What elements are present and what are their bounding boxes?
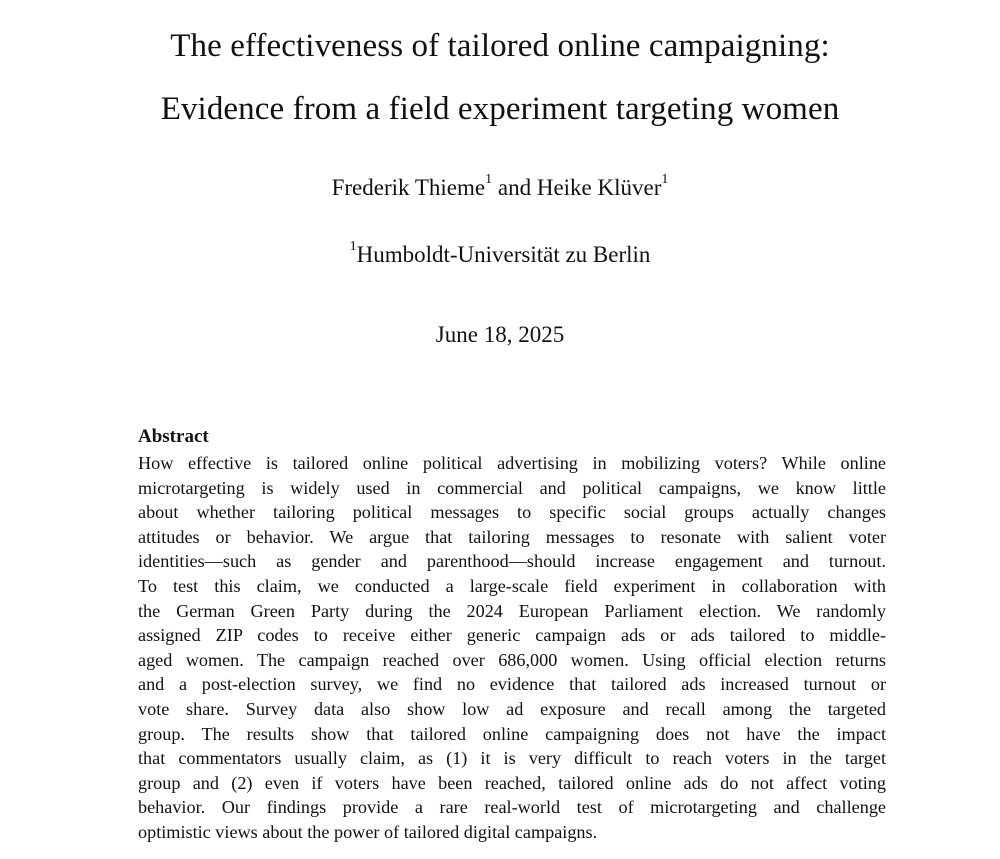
abstract-line: and a post-election survey, we find no evidence that tailored ads increased turnout or [138,674,886,695]
abstract-line: vote share. Survey data also show low ad exposure and recall among the targeted [138,698,886,719]
affiliation-mark: 1 [661,172,669,187]
title-line: Evidence from a field experiment targeting women [160,91,840,127]
abstract-line: assigned ZIP codes to receive either generic campaign ads or ads tailored to middle- [138,625,886,646]
affiliation-mark: 1 [349,239,357,254]
abstract-line: behavior. Our findings provide a rare real-world test of microtargeting and challenge [138,797,886,818]
abstract-line: the German Green Party during the 2024 European Parliament election. We randomly [138,600,886,621]
abstract-line: microtargeting is widely used in commercial and political campaigns, we know little [138,477,886,498]
affiliation-name: Humboldt-Universität zu Berlin [356,242,651,267]
abstract-line: To test this claim, we conducted a large-scale field experiment in collaboration with [138,575,886,596]
author-separator: and [497,175,532,200]
abstract-line: that commentators usually claim, as (1) it is very difficult to reach voters in the target [138,748,886,769]
author-list [0,172,1000,200]
abstract-line: about whether tailoring political messages to specific social groups actually changes [138,502,886,523]
abstract-line: group. The results show that tailored online campaigning does not have the impact [138,723,886,744]
title-line: The effectiveness of tailored online campaigning: [170,28,830,64]
author-name: Heike Klüver [536,175,662,200]
abstract-line: aged women. The campaign reached over 686,000 women. Using official election returns [138,649,886,670]
abstract-heading: Abstract [138,426,209,447]
abstract-body [138,451,886,845]
affiliation-mark: 1 [485,172,493,187]
publication-date: June 18, 2025 [435,322,565,347]
abstract-line: identities—such as gender and parenthood—should increase engagement and turnout. [138,551,886,572]
abstract-line: optimistic views about the power of tailored digital campaigns. [138,821,598,842]
author-name: Frederik Thieme [331,175,486,200]
abstract-line: group and (2) even if voters have been reached, tailored online ads do not affect voting [138,772,886,793]
affiliation [0,239,1000,267]
abstract-line: attitudes or behavior. We argue that tailoring messages to resonate with salient voter [138,526,886,547]
abstract-line: How effective is tailored online political advertising in mobilizing voters? While online [138,453,886,473]
